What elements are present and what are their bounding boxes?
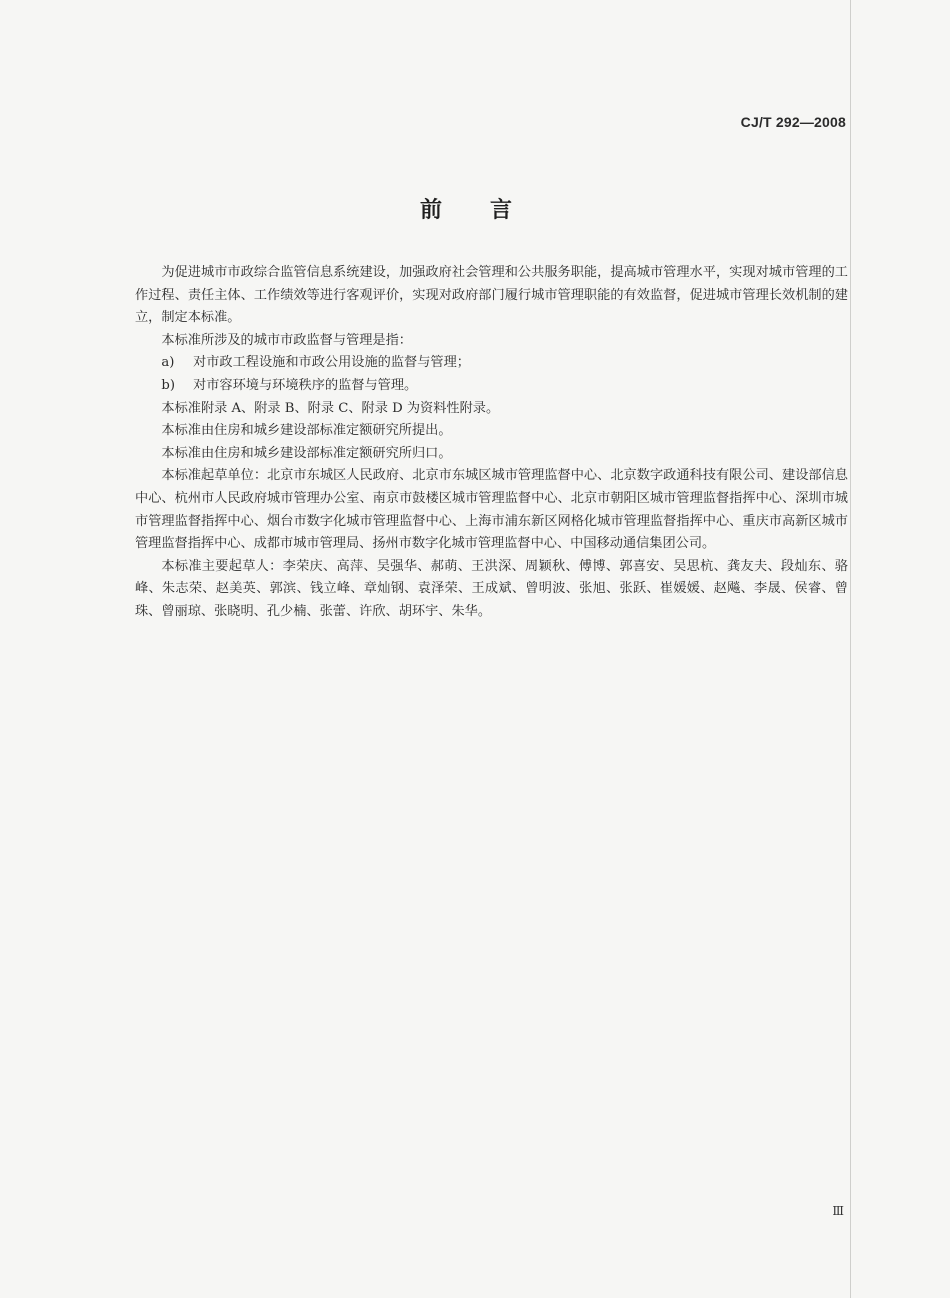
- page-number: Ⅲ: [832, 1204, 844, 1218]
- list-marker-a: a): [161, 355, 175, 371]
- paragraph-purpose: 为促进城市市政综合监管信息系统建设，加强政府社会管理和公共服务职能，提高城市管理水平，实现对城市管理的工作过程、责任主体、工作绩效等进行客观评价，实现对政府部门履行城市管理职能的有效监督，促进城市管理长效机制的建立，制定本标准。: [135, 265, 848, 326]
- paragraph-administrator: 本标准由住房和城乡建设部标准定额研究所归口。: [161, 445, 452, 461]
- foreword-body: [135, 262, 848, 624]
- list-text-a: 对市政工程设施和市政公用设施的监督与管理；: [193, 355, 470, 371]
- list-marker-b: b): [161, 377, 175, 393]
- paragraph-drafters: 本标准主要起草人：李荣庆、高萍、吴强华、郝萌、王洪深、周颖秋、傅博、郭喜安、吴思杭、龚友夫、段灿东、骆峰、朱志荣、赵美英、郭滨、钱立峰、章灿钢、袁泽荣、王成斌、曾明波、张旭、张跃、崔媛媛、赵飚、李晟、侯睿、曾珠、曾丽琼、张晓明、孔少楠、张蕾、许欣、胡环宇、朱华。: [135, 558, 848, 619]
- standard-code: CJ/T 292—2008: [740, 114, 846, 130]
- list-item-b: [135, 375, 848, 398]
- paragraph-scope-intro: 本标准所涉及的城市市政监督与管理是指：: [161, 332, 412, 348]
- page-title: 前言: [419, 198, 560, 223]
- paragraph-proposer: 本标准由住房和城乡建设部标准定额研究所提出。: [161, 423, 452, 439]
- list-item-a: [135, 352, 848, 375]
- paragraph-drafting-units: 本标准起草单位：北京市东城区人民政府、北京市东城区城市管理监督中心、北京数字政通科技有限公司、建设部信息中心、杭州市人民政府城市管理办公室、南京市鼓楼区城市管理监督中心、北京市朝阳区城市管理监督指挥中心、深圳市城市管理监督指挥中心、烟台市数字化城市管理监督中心、上海市浦东新区网格化城市管理监督指挥中心、重庆市高新区城市管理监督指挥中心、成都市城市管理局、扬州市数字化城市管理监督中心、中国移动通信集团公司。: [135, 468, 848, 552]
- list-text-b: 对市容环境与环境秩序的监督与管理。: [193, 377, 418, 393]
- paragraph-appendices: 本标准附录 A、附录 B、附录 C、附录 D 为资料性附录。: [161, 400, 500, 416]
